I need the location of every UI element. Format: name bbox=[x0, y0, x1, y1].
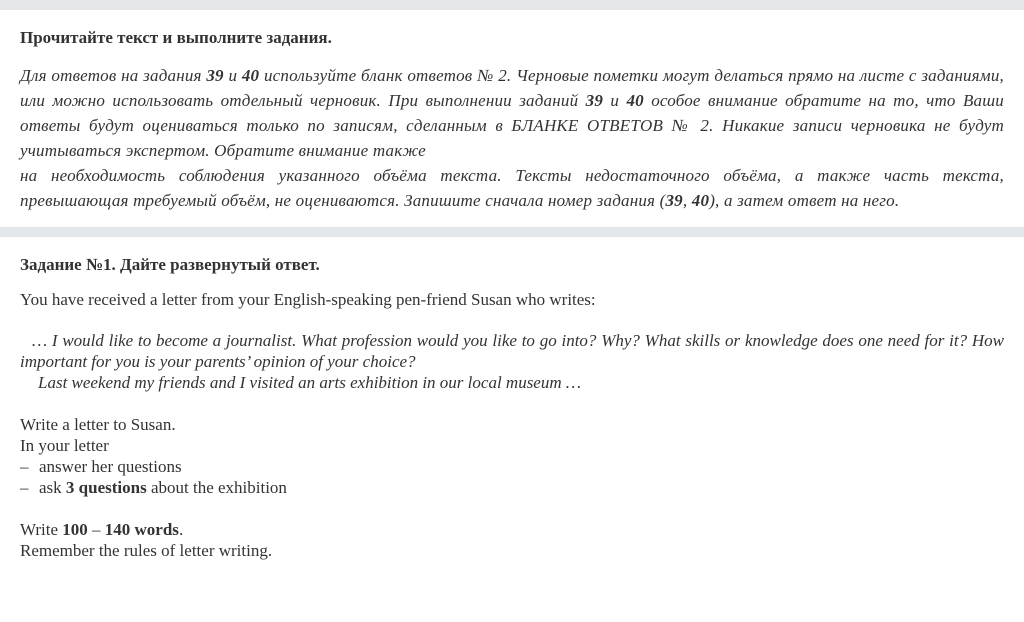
instr-text-3: особое внимание обратите на то, что Ваши ответы будут оцениваться только по записям, сделанным в БЛАНКЕ ОТВЕТОВ № 2. Никакие записи черновика не будут учитываться экспертом. Обратите внимание также bbox=[20, 91, 1004, 160]
write-letter-instruction: Write a letter to Susan. bbox=[20, 415, 176, 434]
words-period: . bbox=[178, 520, 184, 539]
list-item bbox=[20, 456, 1004, 477]
instructions-title: Прочитайте текст и выполните задания. bbox=[20, 28, 332, 47]
in-your-letter-label: In your letter bbox=[20, 436, 109, 455]
instr-and: и bbox=[223, 66, 242, 85]
list-item-text: about the exhibition bbox=[146, 478, 287, 497]
task-number-40: 40 bbox=[626, 91, 644, 110]
task-number-39: 39 bbox=[665, 191, 683, 210]
list-item-text: answer her questions bbox=[39, 457, 182, 476]
task-title: Задание №1. Дайте развернутый ответ. bbox=[20, 255, 320, 274]
instr-text-2: используйте бланк ответов № 2. Черновые пометки могут делаться прямо на листе с заданиями, или можно использовать отдельный черновик. При выполнении заданий bbox=[20, 66, 1004, 110]
words-text: Write bbox=[20, 520, 63, 539]
list-item-text: ask bbox=[39, 478, 66, 497]
top-divider-band bbox=[0, 0, 1024, 10]
quote-line-1: … I would like to become a journalist. What profession would you like to go into? Why? What skills or knowledge does one need for it? How important for you is your parents’ opinion of your choice? bbox=[20, 331, 1004, 371]
section-divider-band bbox=[0, 227, 1024, 237]
task-number-40: 40 bbox=[691, 191, 710, 210]
words-max: 140 words bbox=[104, 520, 179, 539]
letter-quote bbox=[20, 330, 1004, 393]
words-min: 100 bbox=[62, 520, 88, 539]
dash-bullet: – bbox=[20, 457, 29, 476]
list-item bbox=[20, 477, 1004, 498]
quote-line-2: Last weekend my friends and I visited an arts exhibition in our local museum … bbox=[38, 373, 581, 392]
task-section bbox=[0, 237, 1024, 561]
instr-text-5: ), а затем ответ на него. bbox=[709, 191, 900, 210]
task-intro: You have received a letter from your English-speaking pen-friend Susan who writes: bbox=[20, 290, 596, 309]
instr-comma: , bbox=[682, 191, 692, 210]
instr-and: и bbox=[603, 91, 627, 110]
task-number-40: 40 bbox=[241, 66, 260, 85]
dash-bullet: – bbox=[20, 478, 29, 497]
word-count-instruction bbox=[20, 519, 1004, 540]
questions-count: 3 questions bbox=[65, 478, 147, 497]
task-number-39: 39 bbox=[585, 91, 604, 110]
task-number-39: 39 bbox=[206, 66, 224, 85]
words-dash: – bbox=[87, 520, 105, 539]
remember-rules: Remember the rules of letter writing. bbox=[20, 541, 273, 560]
instr-text-4: на необходимость соблюдения указанного объёма текста. Тексты недостаточного объёма, а также часть текста, превышающая требуемый объём, не оцениваются. Запишите сначала номер задания ( bbox=[20, 166, 1004, 210]
instr-text-1: Для ответов на задания bbox=[20, 66, 207, 85]
instructions-text bbox=[20, 63, 1004, 213]
instructions-section bbox=[0, 10, 1024, 213]
